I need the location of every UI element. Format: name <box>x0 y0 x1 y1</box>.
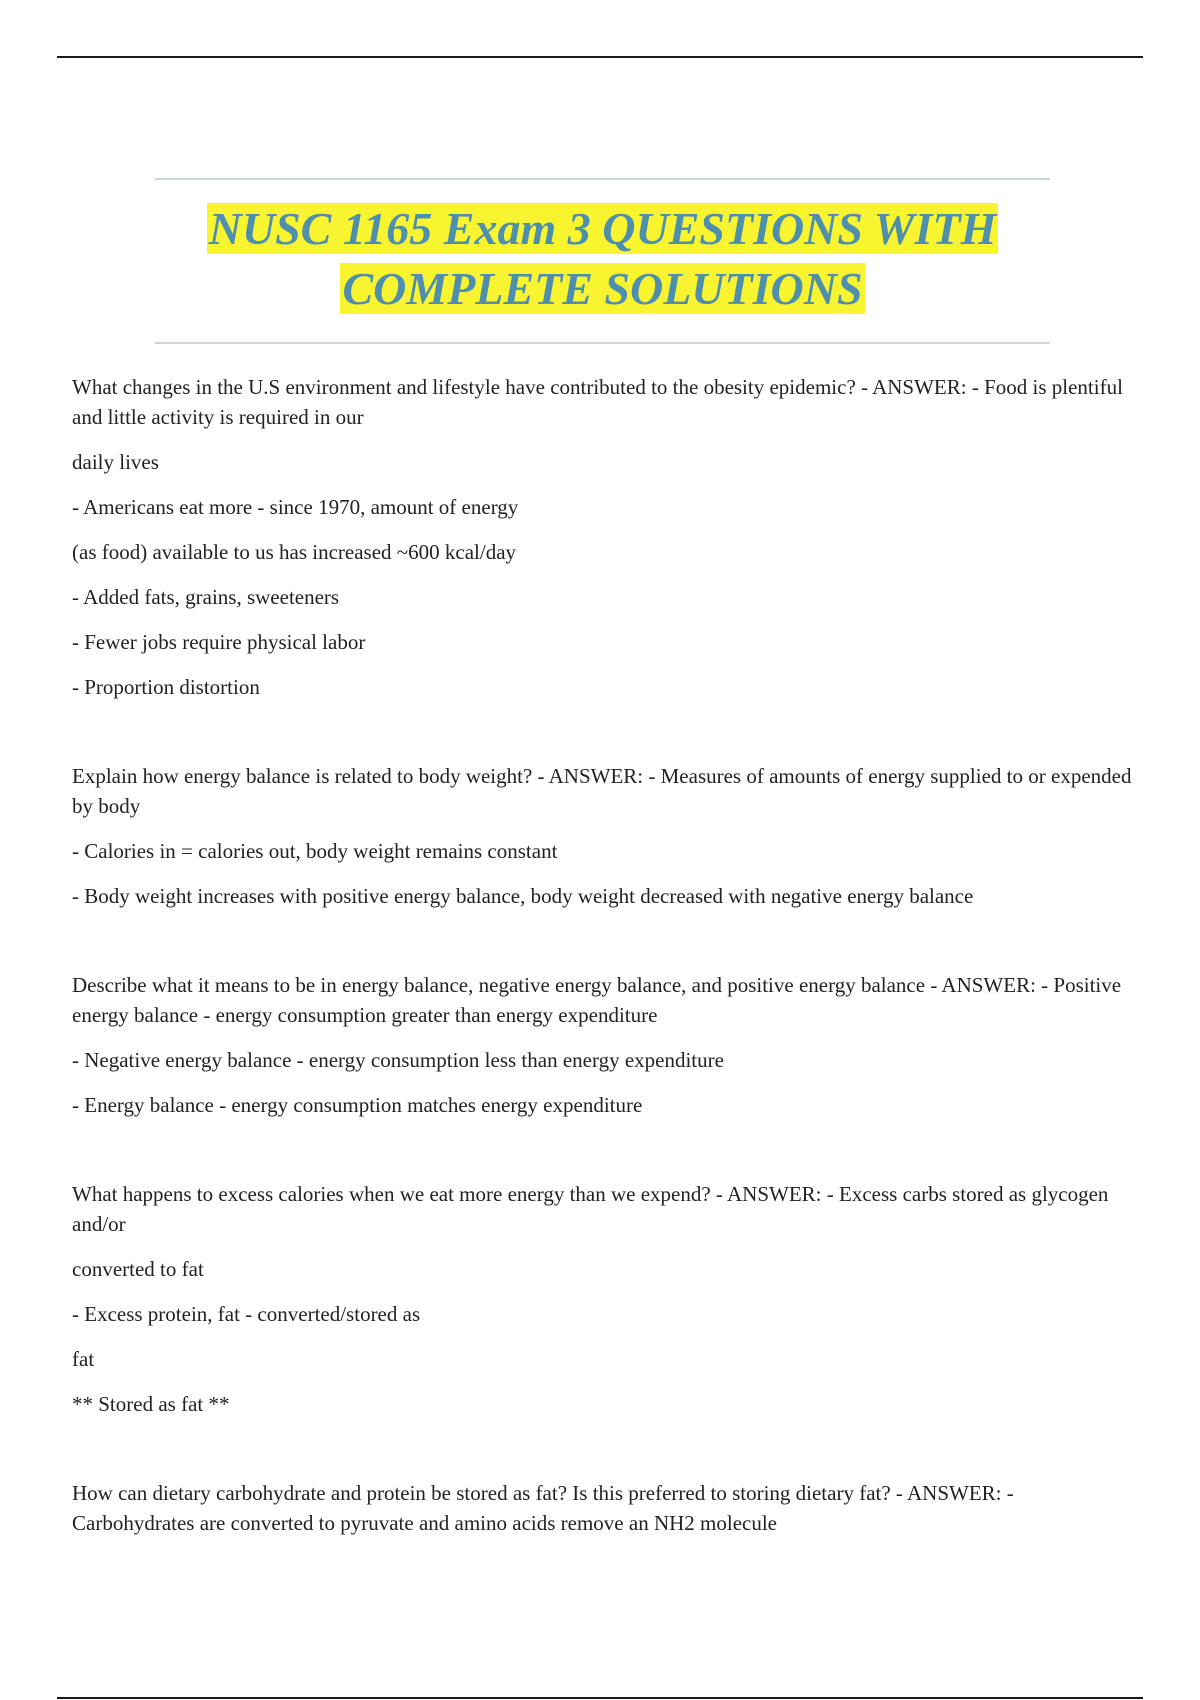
question-text: What changes in the U.S environment and lifestyle have contributed to the obesity epidemic? - ANSWER: - Food is plentiful and little activity is required in our <box>72 375 1123 429</box>
title-line-2 <box>155 259 1050 319</box>
answer-line: - Proportion distortion <box>72 675 260 699</box>
answer-line: - Americans eat more - since 1970, amount of energy <box>72 495 519 519</box>
answer-line: - Added fats, grains, sweeteners <box>72 585 340 609</box>
title-line-1-text: NUSC 1165 Exam 3 QUESTIONS WITH <box>208 203 997 254</box>
answer-line: ** Stored as fat ** <box>72 1392 230 1416</box>
question-text: Describe what it means to be in energy balance, negative energy balance, and positive energy balance - ANSWER: - Positive energy balance - energy consumption greater than energy expenditure <box>72 973 1122 1027</box>
answer-line: - Excess protein, fat - converted/stored as <box>72 1302 421 1326</box>
question-text: What happens to excess calories when we eat more energy than we expend? - ANSWER: - Excess carbs stored as glycogen and/or <box>72 1182 1109 1236</box>
title-line-1 <box>155 199 1050 259</box>
qa-block-1 <box>72 372 1134 702</box>
answer-line: - Body weight increases with positive energy balance, body weight decreased with negative energy balance <box>72 884 974 908</box>
answer-line: - Energy balance - energy consumption matches energy expenditure <box>72 1093 643 1117</box>
qa-block-5 <box>72 1478 1134 1538</box>
document-title <box>155 178 1050 344</box>
question-text: Explain how energy balance is related to body weight? - ANSWER: - Measures of amounts of energy supplied to or expended by body <box>72 764 1132 818</box>
qa-block-3 <box>72 970 1134 1120</box>
answer-line: fat <box>72 1347 95 1371</box>
bottom-page-rule <box>57 1697 1143 1699</box>
answer-line: daily lives <box>72 450 159 474</box>
answer-line: converted to fat <box>72 1257 204 1281</box>
answer-line: - Fewer jobs require physical labor <box>72 630 366 654</box>
answer-line: - Negative energy balance - energy consumption less than energy expenditure <box>72 1048 724 1072</box>
question-text: How can dietary carbohydrate and protein be stored as fat? Is this preferred to storing dietary fat? - ANSWER: - Carbohydrates are converted to pyruvate and amino acids remove an NH2 molecule <box>72 1481 1014 1535</box>
answer-line: - Calories in = calories out, body weight remains constant <box>72 839 558 863</box>
top-page-rule <box>57 56 1143 58</box>
question-list <box>72 372 1134 1597</box>
qa-block-2 <box>72 761 1134 911</box>
title-line-2-text: COMPLETE SOLUTIONS <box>342 263 863 314</box>
answer-line: (as food) available to us has increased ~600 kcal/day <box>72 540 517 564</box>
qa-block-4 <box>72 1179 1134 1419</box>
